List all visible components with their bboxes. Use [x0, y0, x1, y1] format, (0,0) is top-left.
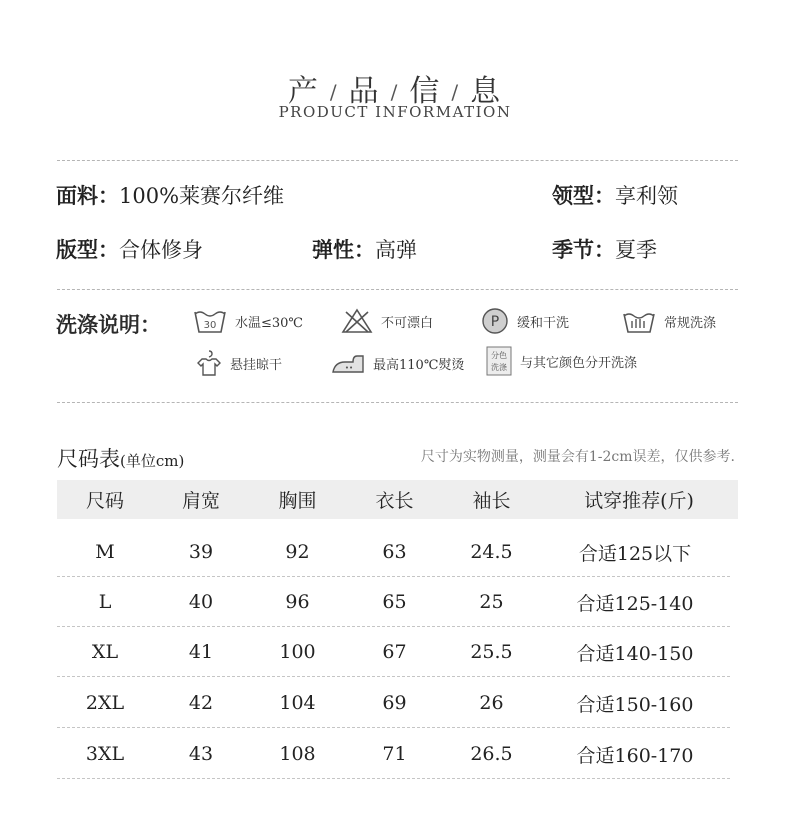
- table-cell: 40: [188, 591, 214, 613]
- svg-text:30: 30: [203, 320, 217, 331]
- wash-item: [481, 306, 569, 336]
- size-cell: M: [95, 541, 115, 563]
- size-chart-title: [57, 443, 184, 473]
- header-cell: 衣长: [375, 490, 414, 512]
- header-cell: 袖长: [472, 490, 511, 512]
- title-char: 信: [409, 74, 442, 109]
- svg-text:P: P: [490, 314, 500, 330]
- separate-colors-icon: [486, 346, 512, 376]
- elasticity-label: 弹性：: [312, 237, 375, 262]
- table-cell: 39: [188, 541, 214, 563]
- collar-value: 享利领: [615, 184, 678, 208]
- wash-30-icon: [193, 308, 227, 334]
- collar-label: 领型：: [552, 183, 615, 208]
- table-cell: 104: [279, 692, 316, 714]
- season-value: 夏季: [615, 238, 657, 262]
- size-chart-unit: (单位cm): [120, 452, 185, 470]
- table-cell: 合适150-160: [576, 693, 694, 716]
- table-cell: 108: [279, 743, 316, 765]
- size-cell: XL: [91, 641, 119, 663]
- table-cell: 41: [188, 641, 214, 663]
- row-divider: [57, 727, 730, 728]
- divider: [57, 289, 738, 290]
- hand-wash-icon: [622, 308, 656, 334]
- size-chart-title-text: 尺码表: [57, 447, 120, 471]
- table-cell: 合适140-150: [576, 642, 694, 665]
- title-char: 产: [287, 74, 320, 109]
- title-char: 品: [348, 74, 381, 109]
- title-separator: /: [451, 80, 461, 104]
- wash-item-text: 不可漂白: [381, 315, 434, 331]
- no-bleach-icon: [341, 308, 373, 334]
- collar-attribute: [552, 180, 678, 210]
- table-cell: 65: [382, 591, 407, 613]
- table-cell: 71: [382, 743, 407, 765]
- table-cell: 43: [188, 743, 214, 765]
- wash-item: [193, 306, 303, 336]
- wash-item-text: 常规洗涤: [664, 315, 717, 331]
- table-row: [57, 627, 730, 677]
- wash-item-text: 最高110℃熨烫: [373, 357, 465, 373]
- table-cell: 合适160-170: [576, 744, 694, 767]
- wash-item: [331, 348, 464, 378]
- elasticity-value: 高弹: [375, 238, 417, 262]
- wash-item-text: 水温≤30℃: [235, 315, 303, 331]
- fit-label: 版型：: [56, 237, 119, 262]
- table-row: [57, 729, 730, 779]
- table-cell: 100: [279, 641, 316, 663]
- icon-text: 洗涤: [491, 363, 507, 372]
- washing-label: 洗涤说明：: [56, 312, 161, 337]
- table-cell: 24.5: [470, 541, 513, 563]
- title-char: 息: [470, 74, 503, 109]
- elasticity-attribute: [312, 234, 417, 264]
- fabric-label: 面料：: [56, 183, 119, 208]
- wash-item: [341, 306, 433, 336]
- wash-item-text: 与其它颜色分开洗涤: [520, 355, 638, 371]
- dry-clean-p-icon: [481, 307, 509, 335]
- page-subtitle: PRODUCT INFORMATION: [278, 103, 512, 121]
- fabric-value: 100%莱赛尔纤维: [119, 184, 285, 208]
- table-cell: 63: [382, 541, 407, 563]
- table-cell: 96: [285, 591, 310, 613]
- table-cell: 67: [382, 641, 407, 663]
- table-cell: 42: [188, 692, 214, 714]
- divider: [57, 402, 738, 403]
- svg-text:••: ••: [344, 364, 354, 372]
- table-cell: 25.5: [470, 641, 513, 663]
- hang-dry-icon: [196, 349, 222, 377]
- size-cell: 2XL: [85, 692, 125, 714]
- wash-item: [486, 346, 637, 376]
- wash-item-text: 悬挂晾干: [230, 357, 283, 373]
- size-chart-note: 尺寸为实物测量，测量会有1-2cm误差，仅供参考.: [420, 449, 735, 465]
- table-cell: 25: [479, 591, 504, 613]
- size-cell: L: [98, 591, 112, 613]
- size-cell: 3XL: [85, 743, 125, 765]
- table-cell: 69: [382, 692, 407, 714]
- row-divider: [57, 676, 730, 677]
- fabric-attribute: [56, 180, 284, 210]
- fit-value: 合体修身: [119, 238, 203, 262]
- title-separator: /: [329, 80, 339, 104]
- table-cell: 合适125-140: [576, 592, 694, 615]
- header-cell: 试穿推荐(斤): [584, 490, 694, 512]
- header-cell: 尺码: [85, 490, 124, 512]
- table-cell: 26: [479, 692, 504, 714]
- table-row: [57, 527, 730, 577]
- wash-item-text: 缓和干洗: [517, 315, 570, 331]
- table-row: [57, 678, 730, 728]
- fit-attribute: [56, 234, 203, 264]
- title-separator: /: [390, 80, 400, 104]
- table-cell: 26.5: [470, 743, 513, 765]
- icon-text: 分色: [491, 351, 507, 360]
- table-header: [57, 480, 738, 519]
- header-cell: 胸围: [278, 490, 317, 512]
- season-label: 季节：: [552, 237, 615, 262]
- table-cell: 合适125以下: [578, 542, 692, 565]
- wash-item: [196, 348, 282, 378]
- wash-item: [622, 306, 716, 336]
- iron-icon: [331, 350, 365, 376]
- table-cell: 92: [285, 541, 310, 563]
- divider: [57, 160, 738, 161]
- table-row: [57, 577, 730, 627]
- row-divider: [57, 778, 730, 779]
- season-attribute: [552, 234, 657, 264]
- header-cell: 肩宽: [181, 490, 220, 512]
